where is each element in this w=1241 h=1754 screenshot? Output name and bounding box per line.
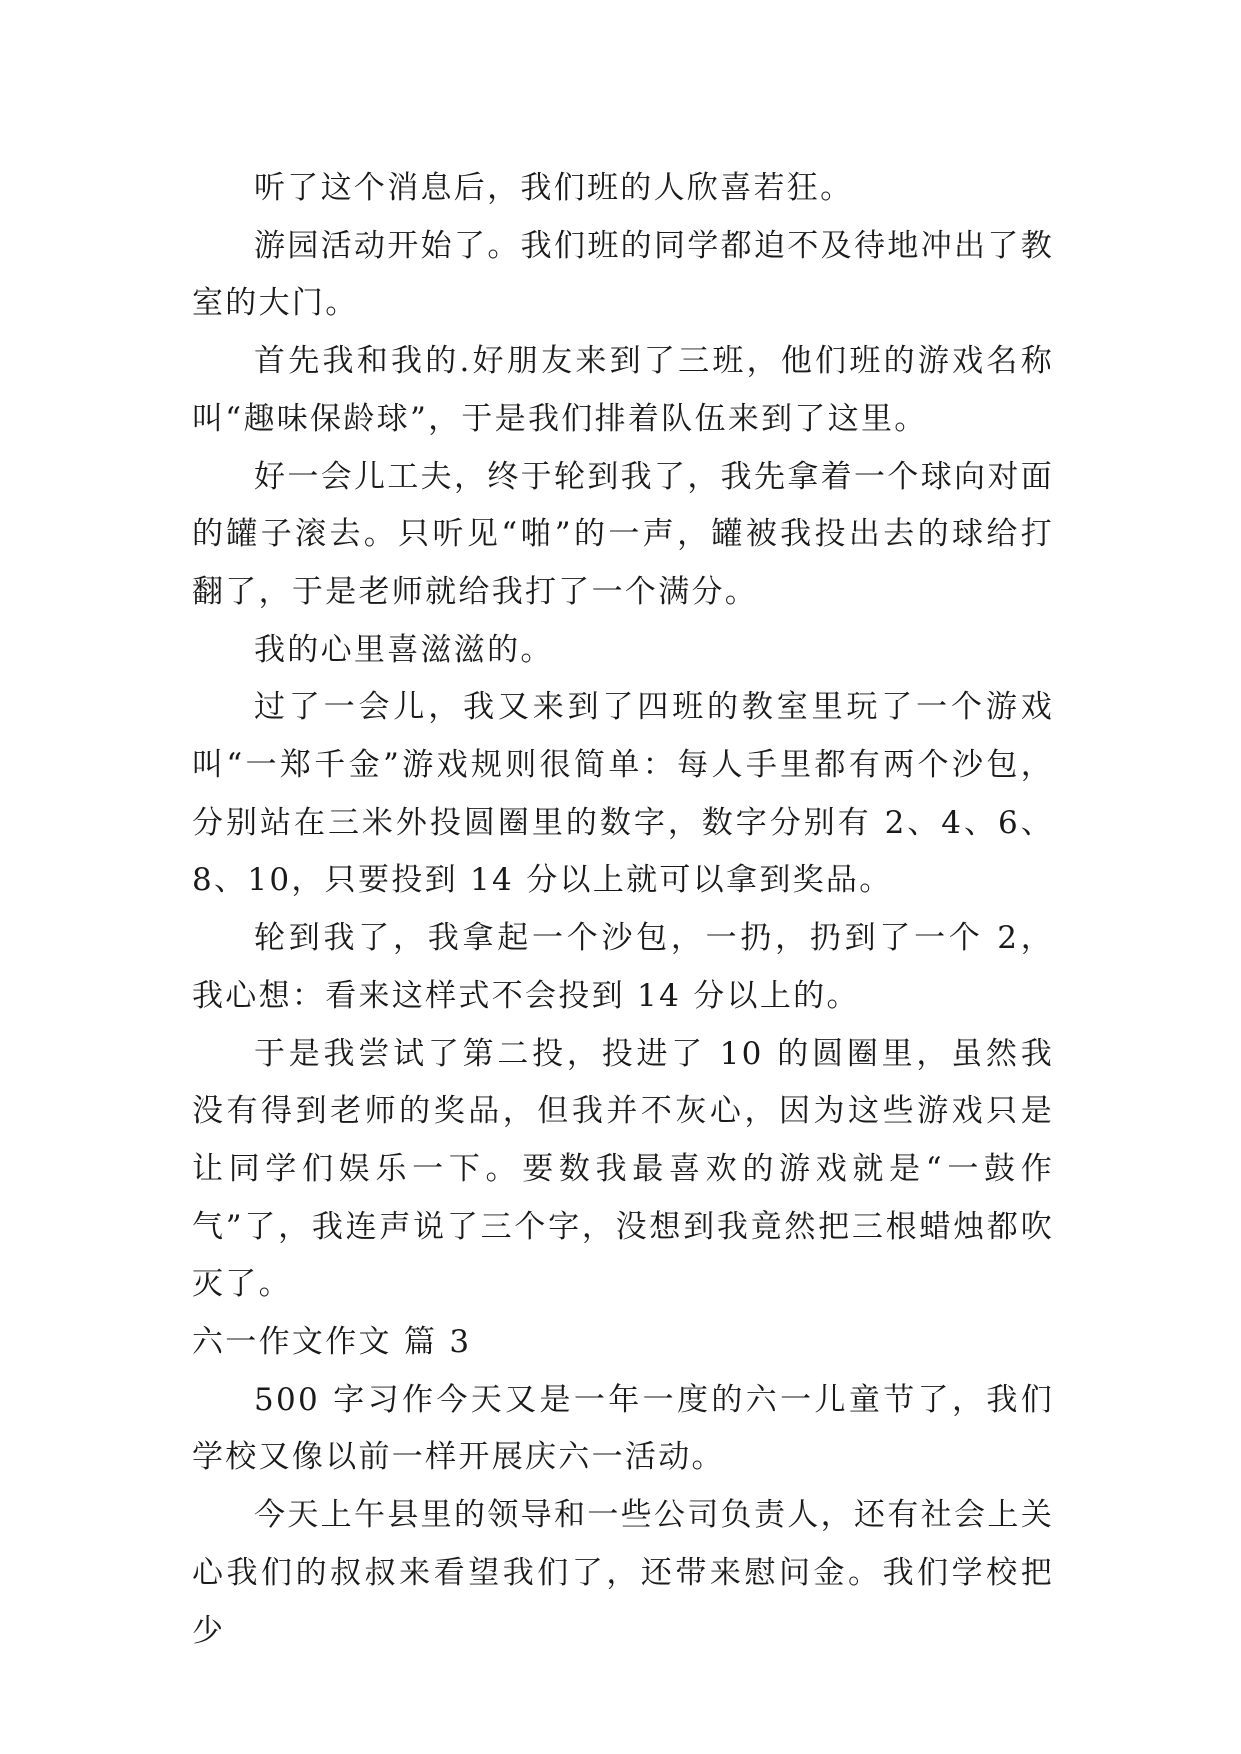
paragraph: 游园活动开始了。我们班的同学都迫不及待地冲出了教室的大门。 [192, 227, 1054, 322]
paragraph: 今天上午县里的领导和一些公司负责人，还有社会上关心我们的叔叔来看望我们了，还带来慰问金。我们学校把少 [192, 1497, 1054, 1649]
paragraph: 听了这个消息后，我们班的人欣喜若狂。 [254, 170, 854, 206]
paragraph: 轮到我了，我拿起一个沙包，一扔，扔到了一个 2，我心想：看来这样式不会投到 14 分以上的。 [192, 920, 1054, 1014]
paragraph: 于是我尝试了第二投，投进了 10 的圆圈里，虽然我没有得到老师的奖品，但我并不灰心，因为这些游戏只是让同学们娱乐一下。要数我最喜欢的游戏就是“一鼓作气”了，我连声说了三个字，没想到我竟然把三根蜡烛都吹灭了。 [192, 1035, 1054, 1303]
paragraph: 好一会儿工夫，终于轮到我了，我先拿着一个球向对面的罐子滚去。只听见“啪”的一声，罐被我投出去的球给打翻了，于是老师就给我打了一个满分。 [192, 458, 1054, 610]
paragraph: 首先我和我的.好朋友来到了三班，他们班的游戏名称叫“趣味保龄球”，于是我们排着队伍来到了这里。 [192, 343, 1054, 437]
section-heading: 六一作文作文 篇 3 [192, 1324, 472, 1361]
paragraph: 我的心里喜滋滋的。 [254, 631, 554, 668]
paragraph: 500 字习作今天又是一年一度的六一儿童节了，我们学校又像以前一样开展庆六一活动。 [192, 1381, 1054, 1476]
paragraph: 过了一会儿，我又来到了四班的教室里玩了一个游戏叫“一郑千金”游戏规则很简单：每人手里都有两个沙包，分别站在三米外投圆圈里的数字，数字分别有 2、4、6、8、10，只要投到 14 分以上就可以拿到奖品。 [192, 689, 1054, 899]
essay-body [192, 160, 1054, 1660]
